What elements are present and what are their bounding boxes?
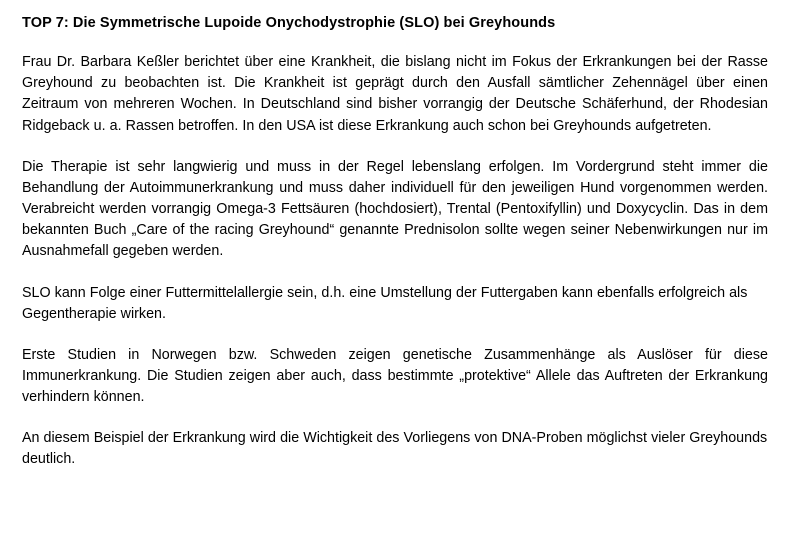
paragraph-1: Frau Dr. Barbara Keßler berichtet über eine Krankheit, die bislang nicht im Fokus der Erkrankungen bei der Rasse Greyhound zu beobachten ist. Die Krankheit ist geprägt durch den Ausfall sämtlicher Zehennägel über einen Zeitraum von mehreren Wochen. In Deutschland sind bisher vorrangig der Deutsche Schäferhund, der Rhodesian Ridgeback u. a. Rassen betroffen. In den USA ist diese Erkrankung auch schon bei Greyhounds aufgetreten. xyxy=(22,54,768,134)
paragraph-5: An diesem Beispiel der Erkrankung wird die Wichtigkeit des Vorliegens von DNA-Proben möglichst vieler Greyhounds deutlich. xyxy=(22,430,768,468)
paragraph-4: Erste Studien in Norwegen bzw. Schweden zeigen genetische Zusammenhänge als Auslöser für diese Immunerkrankung. Die Studien zeigen aber auch, dass bestimmte „protektive“ Allele das Auftreten der Erkrankung verhindern können. xyxy=(22,346,768,406)
paragraph-3: SLO kann Folge einer Futtermittelallergie sein, d.h. eine Umstellung der Futtergaben kann ebenfalls erfolgreich als Gegentherapie wirken. xyxy=(22,284,748,322)
page-title: TOP 7: Die Symmetrische Lupoide Onychodystrophie (SLO) bei Greyhounds xyxy=(22,15,556,31)
paragraph-2: Die Therapie ist sehr langwierig und muss in der Regel lebenslang erfolgen. Im Vordergrund steht immer die Behandlung der Autoimmunerkrankung und muss daher individuell für den jeweiligen Hund vorgenommen werden. Verabreicht werden vorrangig Omega-3 Fettsäuren (hochdosiert), Trental (Pentoxifyllin) und Doxycyclin. Das in dem bekannten Buch „Care of the racing Greyhound“ genannte Prednisolon sollte wegen seiner Nebenwirkungen nur im Ausnahmefall gegeben werden. xyxy=(22,158,768,260)
